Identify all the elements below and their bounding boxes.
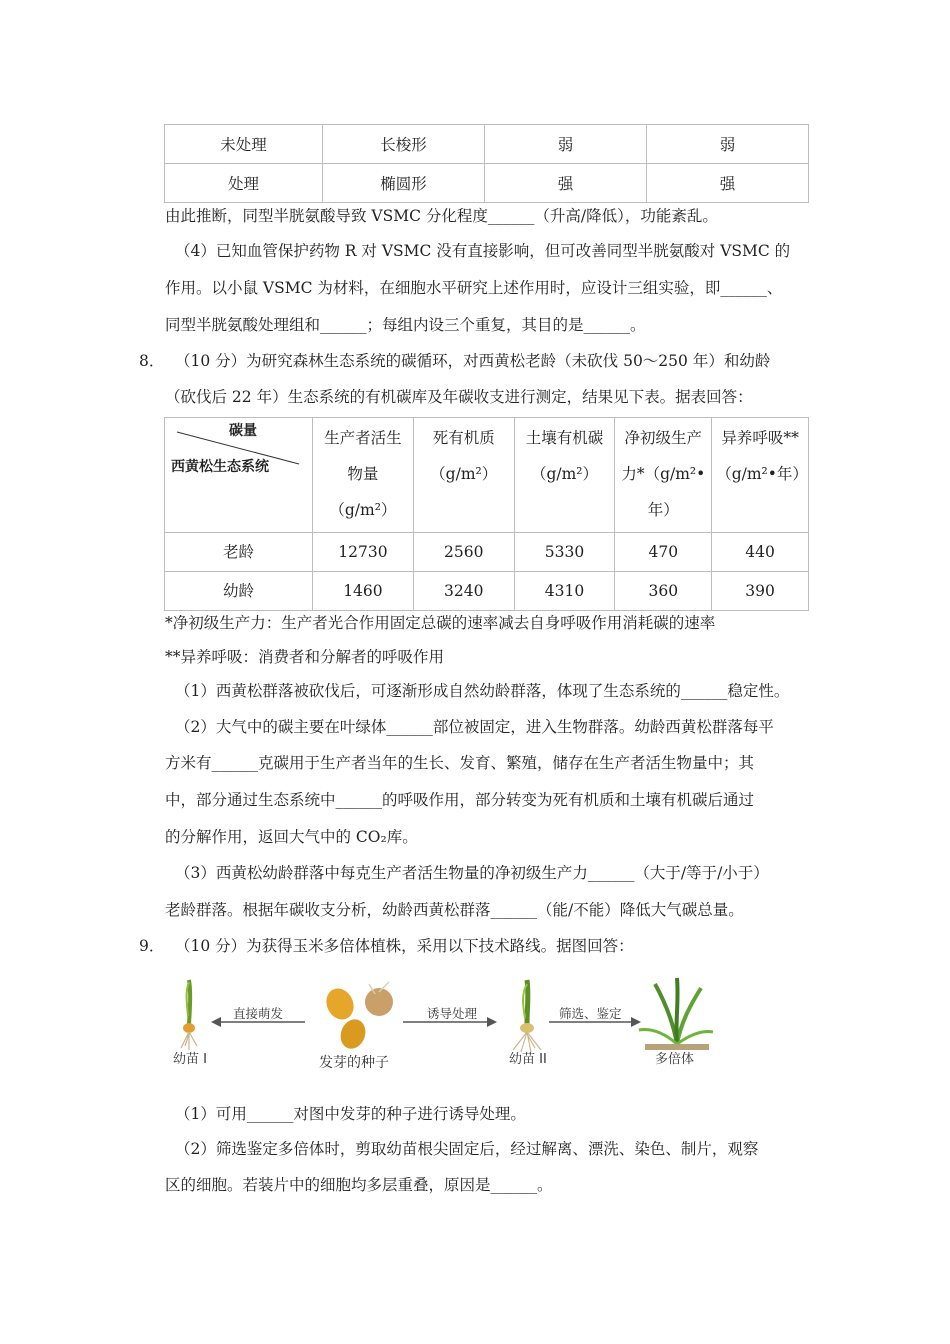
table-cell: 未处理 <box>165 125 323 164</box>
q8-part2-line4: 的分解作用，返回大气中的 CO₂库。 <box>165 828 418 846</box>
q7-part4-line3: 同型半胱氨酸处理组和______；每组内设三个重复，其目的是______。 <box>165 316 646 334</box>
footnote-1: *净初级生产力：生产者光合作用固定总碳的速率减去自身呼吸作用消耗碳的速率 <box>165 614 716 632</box>
table-cell: 12730 <box>313 533 414 572</box>
table-row <box>165 533 809 572</box>
q9-intro: （10 分）为获得玉米多倍体植株，采用以下技术路线。据图回答： <box>175 937 634 955</box>
header-line: 生产者活生 <box>324 429 402 447</box>
table-header-row <box>165 418 809 533</box>
header-line: 年） <box>647 501 679 519</box>
column-header <box>313 418 414 533</box>
arrow-1-label: 直接萌发 <box>233 1006 284 1021</box>
seedling-1-icon <box>181 980 197 1050</box>
seedling-2-icon <box>513 980 541 1052</box>
table-cell: 3240 <box>413 572 514 611</box>
q8-intro-line1: （10 分）为研究森林生态系统的碳循环，对西黄松老龄（未砍伐 50～250 年）和幼龄 <box>175 352 771 370</box>
table-cell: 弱 <box>646 125 808 164</box>
column-header <box>514 418 615 533</box>
column-header <box>413 418 514 533</box>
header-line: 土壤有机碳 <box>525 429 604 447</box>
header-line: 力*（g/m²• <box>621 465 706 483</box>
polyploid-label: 多倍体 <box>655 1052 695 1067</box>
q9-part1: （1）可用______对图中发芽的种子进行诱导处理。 <box>175 1105 526 1123</box>
table-cell: 2560 <box>413 533 514 572</box>
q9-number: 9． <box>139 937 165 955</box>
table-cell: 1460 <box>313 572 414 611</box>
table-corner-cell <box>165 418 313 533</box>
q9-part2-line1: （2）筛选鉴定多倍体时，剪取幼苗根尖固定后，经过解离、漂洗、染色、制片，观察 <box>175 1140 759 1158</box>
seedling-1-label: 幼苗 I <box>173 1052 207 1067</box>
germinating-seeds-icon <box>321 982 393 1052</box>
table-cell: 440 <box>712 533 809 572</box>
corn-polyploid-flow-figure <box>165 972 725 1072</box>
table-cell: 幼龄 <box>165 572 313 611</box>
table-cell: 360 <box>615 572 712 611</box>
seedling-2-label: 幼苗 II <box>509 1052 547 1067</box>
header-line: （g/m²•年） <box>716 465 808 483</box>
arrow-3-label: 筛选、鉴定 <box>559 1006 622 1021</box>
arrow-2-label: 诱导处理 <box>427 1006 478 1021</box>
q8-part3-line1: （3）西黄松幼龄群落中每克生产者活生物量的净初级生产力______（大于/等于/小于） <box>175 864 769 882</box>
seeds-label: 发芽的种子 <box>319 1055 389 1071</box>
q8-number: 8． <box>139 352 165 370</box>
table-cell: 长梭形 <box>322 125 484 164</box>
column-header <box>615 418 712 533</box>
header-line: 净初级生产 <box>624 429 703 447</box>
table-row <box>165 125 809 164</box>
q8-part2-line2: 方米有______克碳用于生产者当年的生长、发育、繁殖，储存在生产者活生物量中；其 <box>165 754 755 772</box>
header-line: 物量 <box>347 465 379 483</box>
corner-bottom-label: 西黄松生态系统 <box>171 459 269 475</box>
polyploid-plant-icon <box>639 978 713 1050</box>
table-cell: 弱 <box>484 125 646 164</box>
table-cell: 老龄 <box>165 533 313 572</box>
q8-part3-line2: 老龄群落。根据年碳收支分析，幼龄西黄松群落______（能/不能）降低大气碳总量。 <box>165 901 744 919</box>
table-cell: 椭圆形 <box>322 164 484 203</box>
header-line: 异养呼吸** <box>721 429 799 447</box>
footnote-2: **异养呼吸：消费者和分解者的呼吸作用 <box>165 648 445 666</box>
cell-morphology-table <box>164 124 809 203</box>
table-cell: 390 <box>712 572 809 611</box>
header-line: （g/m²） <box>329 501 397 519</box>
q7-part4-line1: （4）已知血管保护药物 R 对 VSMC 没有直接影响，但可改善同型半胱氨酸对 VSMC 的 <box>175 242 791 260</box>
table-row <box>165 572 809 611</box>
q8-part2-line3: 中，部分通过生态系统中______的呼吸作用，部分转变为死有机质和土壤有机碳后通过 <box>165 791 755 809</box>
column-header <box>712 418 809 533</box>
q7-part4-line2: 作用。以小鼠 VSMC 为材料，在细胞水平研究上述作用时，应设计三组实验，即______、 <box>165 279 783 297</box>
q8-part2-line1: （2）大气中的碳主要在叶绿体______部位被固定，进入生物群落。幼龄西黄松群落每平 <box>175 718 774 736</box>
table-row <box>165 164 809 203</box>
q7-conclusion: 由此推断，同型半胱氨酸导致 VSMC 分化程度______（升高/降低），功能紊乱。 <box>165 207 718 225</box>
q8-intro-line2: （砍伐后 22 年）生态系统的有机碳库及年碳收支进行测定，结果见下表。据表回答： <box>165 388 753 406</box>
table-cell: 470 <box>615 533 712 572</box>
corner-top-label: 碳量 <box>229 423 257 439</box>
table-cell: 强 <box>484 164 646 203</box>
carbon-table <box>164 417 809 611</box>
q9-part2-line2: 区的细胞。若装片中的细胞均多层重叠，原因是______。 <box>165 1176 553 1194</box>
header-line: 死有机质 <box>432 429 495 447</box>
header-line: （g/m²） <box>430 465 498 483</box>
table-cell: 4310 <box>514 572 615 611</box>
table-cell: 强 <box>646 164 808 203</box>
q8-part1: （1）西黄松群落被砍伐后，可逐渐形成自然幼龄群落，体现了生态系统的______稳定性。 <box>175 682 790 700</box>
header-line: （g/m²） <box>530 465 599 483</box>
table-cell: 处理 <box>165 164 323 203</box>
table-cell: 5330 <box>514 533 615 572</box>
flow-graphics <box>165 972 725 1072</box>
